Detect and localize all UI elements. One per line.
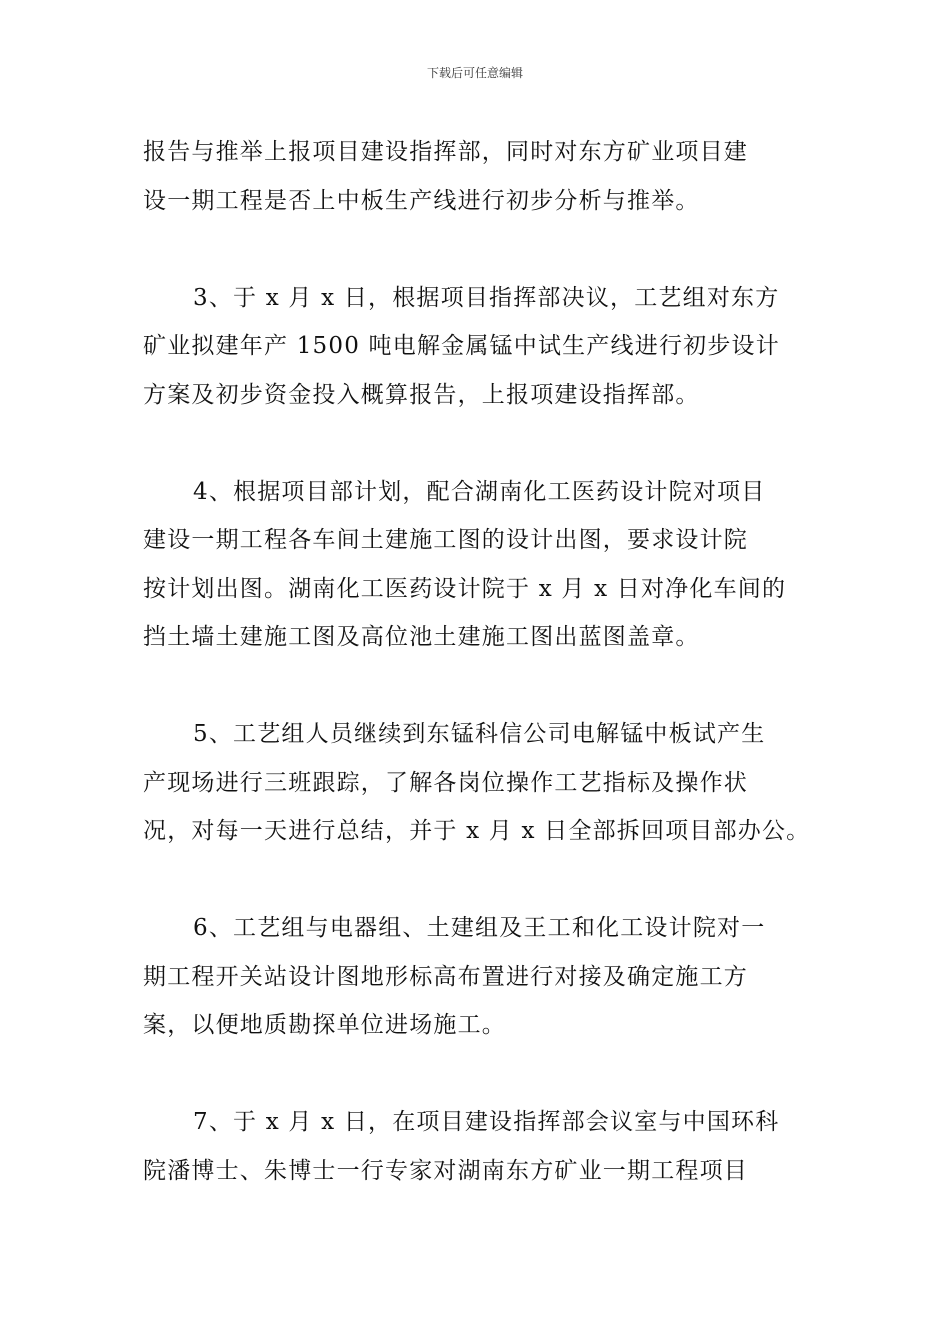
- text-line: 3、于 x 月 x 日，根据项目指挥部决议，工艺组对东方: [193, 284, 780, 311]
- text-line: 7、于 x 月 x 日，在项目建设指挥部会议室与中国环科: [193, 1109, 780, 1135]
- text-line: 产现场进行三班跟踪，了解各岗位操作工艺指标及操作状: [143, 769, 748, 796]
- page-header: 下载后可任意编辑: [426, 66, 523, 80]
- text-line: 院潘博士、朱博士一行专家对湖南东方矿业一期工程项目: [143, 1157, 748, 1184]
- text-line: 6、工艺组与电器组、土建组及王工和化工设计院对一: [193, 915, 766, 941]
- text-line: 报告与推举上报项目建设指挥部，同时对东方矿业项目建: [143, 139, 748, 165]
- text-line: 方案及初步资金投入概算报告，上报项建设指挥部。: [143, 381, 700, 408]
- text-line: 建设一期工程各车间土建施工图的设计出图，要求设计院: [143, 527, 748, 553]
- text-line: 按计划出图。湖南化工医药设计院于 x 月 x 日对净化车间的: [143, 575, 787, 602]
- text-line: 矿业拟建年产 1500 吨电解金属锰中试生产线进行初步设计: [143, 333, 780, 359]
- text-line: 挡土墙土建施工图及高位池土建施工图出蓝图盖章。: [143, 624, 700, 650]
- paragraph-item-4: [143, 468, 823, 662]
- paragraph-item-7: [143, 1098, 823, 1195]
- text-line: 4、根据项目部计划，配合湖南化工医药设计院对项目: [193, 478, 766, 505]
- text-line: 期工程开关站设计图地形标高布置进行对接及确定施工方: [143, 963, 748, 990]
- paragraph-continuation: [143, 128, 823, 225]
- paragraph-item-6: [143, 904, 823, 1050]
- paragraph-item-5: [143, 710, 823, 856]
- text-line: 5、工艺组人员继续到东锰科信公司电解锰中板试产生: [193, 721, 766, 747]
- text-line: 案，以便地质勘探单位进场施工。: [143, 1012, 506, 1038]
- paragraph-item-3: [143, 274, 823, 420]
- text-line: 设一期工程是否上中板生产线进行初步分析与推举。: [143, 187, 700, 214]
- document-body: [143, 128, 823, 1195]
- text-line: 况，对每一天进行总结，并于 x 月 x 日全部拆回项目部办公。: [143, 818, 811, 844]
